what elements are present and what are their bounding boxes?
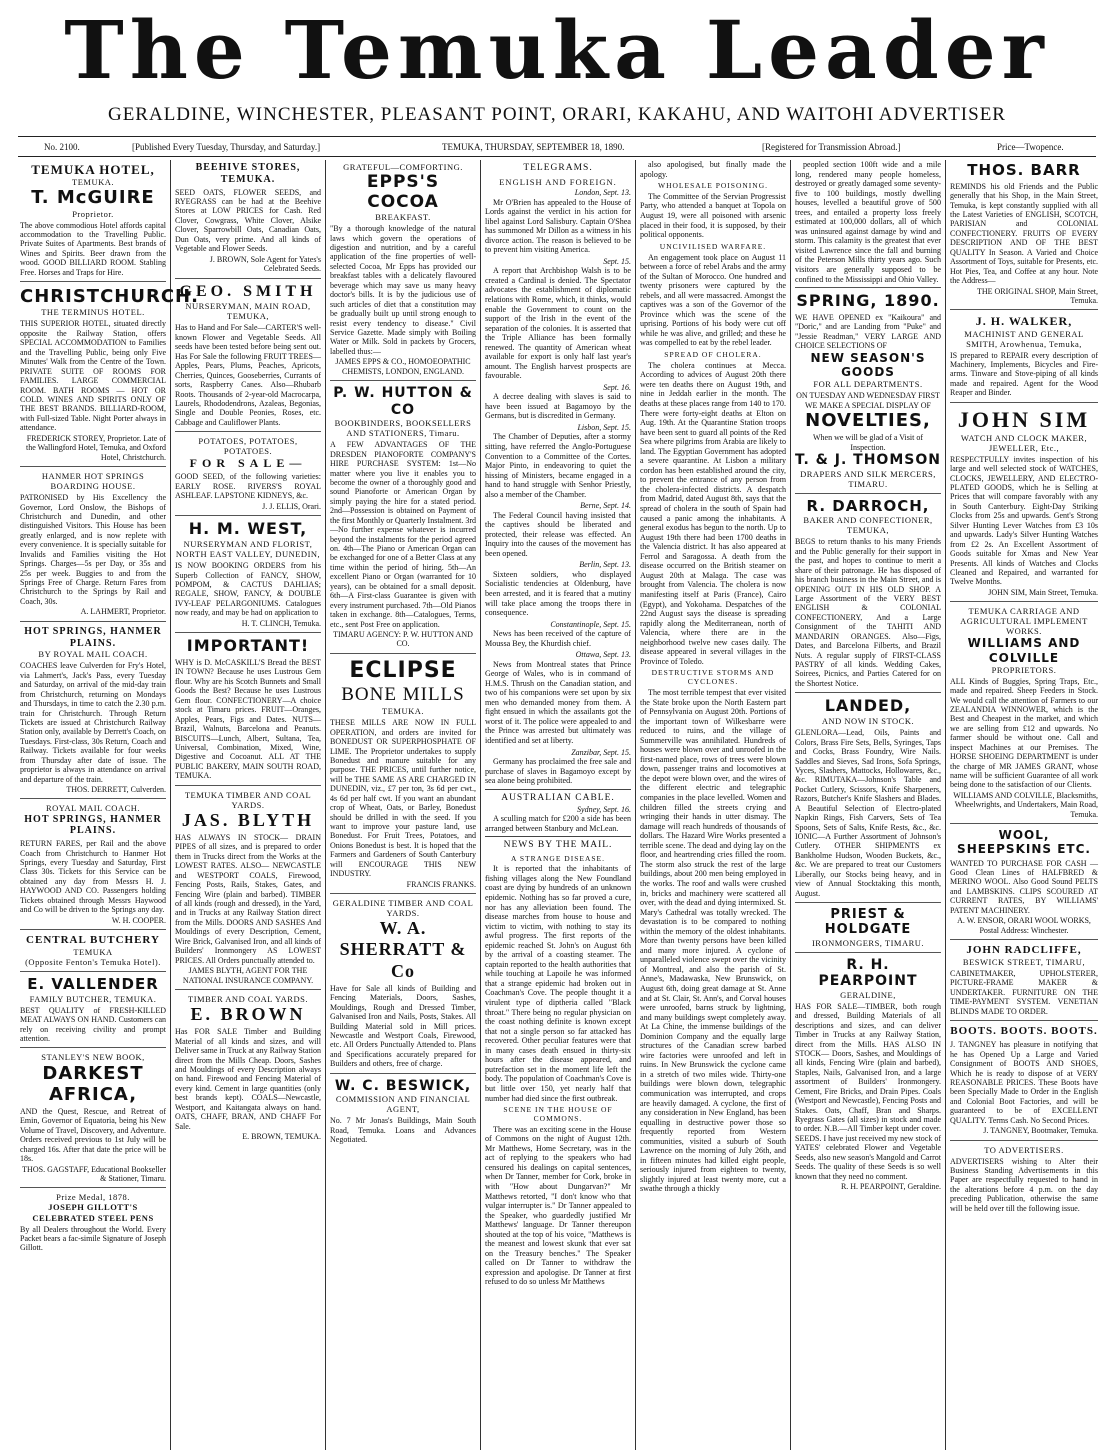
ad-signature: WILLIAMS AND COLVILLE, Blacksmiths, Wheelwrights, and Undertakers, Main Road, Temuka. [953, 790, 1098, 819]
ad-subheading: FAMILY BUTCHER, TEMUKA. [29, 993, 157, 1004]
ad-heading: ECLIPSE [349, 657, 457, 683]
ad-hanmer-coach [20, 624, 166, 800]
ad-body: CABINETMAKER, UPHOLSTERER, PICTURE-FRAME MAKER & UNDERTAKER. FURNITURE ON THE TIME-PAYMENT SYSTEM. VENETIAN BLINDS MADE TO ORDER. [950, 969, 1098, 1016]
ad-subheading: BREAKFAST. [375, 212, 431, 223]
ad-body: GOOD SEED, of the following varieties: EARLY ROSE. RIVERS'S ROYAL ASHLEAF. LAPSTONE KIDNEYS, &c. [175, 472, 321, 501]
ad-heading: HOT SPRINGS, HANMER PLAINS. [24, 625, 162, 649]
news-paragraph: Sixteen soldiers, who displayed Socialistic tendencies at Oldenburg, have been arrested, and it is feared that a mutiny will take place among the troops there in consequence. [485, 569, 631, 618]
ad-heading: AFRICA, [48, 1083, 138, 1105]
ad-heading: R. H. PEARPOINT [818, 956, 918, 990]
ad-landed [795, 695, 941, 903]
ad-darroch [795, 496, 941, 694]
ad-signature: A. W. ENSOR, ORARI WOOL WORKS, Postal Address: Winchester. [957, 916, 1091, 935]
ad-heading: IMPORTANT! [186, 636, 310, 656]
ad-subheading: NURSERYMAN AND FLORIST, NORTH EAST VALLEY, DUNEDIN, [175, 539, 321, 560]
dateline-small: Lisbon, Sept. 15. [577, 423, 631, 433]
divider [485, 789, 631, 790]
ad-body: No. 7 Mr Jonas's Buildings, Main South Road, Temuka. Loans and Advances Negotiated. [330, 1116, 476, 1145]
ad-heading: JOSEPH GILLOTT'S CELEBRATED STEEL PENS [32, 1202, 154, 1223]
issue-number: No. 2100. [44, 142, 80, 152]
news-paragraph: It is reported that the inhabitants of fishing villages along the New Foundland coast are dying by hundreds of an unknown epidemic. Nothing has so far proved a cure, nor has any alleviation been found. The disease marches from house to house and victim to victim, with nothing to stay its awful progress. The first reports of the epidemic reached St. John's on August 6th by the arrival of a coasting steamer. The captain reported to the health authorities that while touching at Lapoile he was informed that a strange epidemic had broken out in Coachman's Cove. The people thought it a virulent type of diptheria called "Black throat." There being no regular physician on the coast nothing definite is known except that not a single person so far attacked has recovered. Other peculiar features were that in many cases death ensued in thirty-six hours after the disease appeared, and putrefaction set in the moment life left the body. The population of Coachman's Cove is but little over 150, yet nearly half that number had died since the first outbreak. [485, 864, 631, 1103]
column-rule [790, 160, 791, 1450]
ad-body: Has FOR SALE Timber and Building Material of all kinds and sizes, and will Deliver same in Truck at any Railway Station direct from the Mills Cheap. Doors, Sashes and Mouldings of every Description always on hand. Firewood and Fencing Material of every kind. Cement in large quantities (only best brands kept). COALS—Newcastle, Westport, and Kaitangata always on hand. OATS, CHAFF, BRAN, AND CHAFF For Sale. [175, 1027, 321, 1131]
dateline-small: Sept. 16. [603, 382, 631, 392]
ad-body: HAS ALWAYS IN STOCK— DRAIN PIPES of all sizes, and is prepared to order them in Trucks direct from the Works at the LOWEST RATES. ALSO— NEWCASTLE and WESTPORT COALS, Firewood, Fencing Posts, Rails, Stakes, Gates, and Fencing Wire (plain and barbed). TIMBER of all kinds (rough and dressed), in the Yard, and in Trucks at any Railway Station direct from the Mills. DOORS AND SASHES And Mouldings of every Description, Cement, Wire Brick, Galvanised Iron, and all kinds of Builders' Ironmongery AS LOWEST PRICES. All Orders punctually attended to. [175, 832, 321, 965]
section-subheading: ENGLISH AND FOREIGN. [499, 177, 617, 188]
ad-subheading: WATCH AND CLOCK MAKER, JEWELLER, Etc., [960, 432, 1088, 453]
news-paragraph: The cholera continues at Mecca. According to advices of August 20th there were ten deaths there on August 19th, and nine in Jeddah earlier in the month. The deaths at these places range from 140 to 170. There were forty-eight deaths at Elton on Aug. 19th. At the Quarantine Station troops have been sent to guard all points of the Red Sea where pilgrims from Arabia are likely to land. The Egyptian Government has adopted a severe quarantine. At Lisbon a military cordon has been established around the city, to prevent the entrance of any person from the cholera-infected districts. A despatch from Madrid, dated August 8th, says that the spread of cholera in the south of Spain had caused a panic among the inhabitants. A general exodus has begun to the north. Up to August 19th there had been 1700 deaths in the Valencia district. It has also appeared at Ferrol and Saragossa. A death from the disease occurred on the British steamer on August 20th at Malaga. The case was brought from Valencia. The cholera is now manifesting itself at Paris (France), Cairo (Egypt), and Yokohama. Despatches of the 22nd August says the disease is spreading rapidly along the Mediterranean, north of Valencia, where there are in the neighborhood twelve new cases daily. The disease appeared in several villages in the Province of Toledo. [640, 360, 786, 666]
ad-body: IS prepared to REPAIR every description of Machinery, Implements, Bicycles and Fire-arms. Tinware and Stove-piping of all kinds made and repaired. Agent for the Wood Reaper and Binder. [950, 350, 1098, 398]
ad-vallender [20, 974, 166, 1048]
ad-spring-thomson [795, 290, 941, 493]
ad-heading: SPRING, 1890. [796, 291, 940, 311]
ad-subheading: PROPRIETORS. [991, 664, 1057, 675]
dateline-small: Ottawa, Sept. 13. [575, 650, 631, 660]
ad-signature: H. T. CLINCH, Temuka. [241, 618, 321, 628]
ad-body: BEST QUALITY of FRESH-KILLED MEAT ALWAYS ON HAND. Customers can rely on receiving civility and prompt attention. [20, 1005, 166, 1044]
news-paragraph: An engagement took place on August 11 between a force of rebel Arabs and the army of the Sultan of Morocco. One hundred and twenty prisoners were captured by the rebels, and all were massacred. Amongst the captives was a son of the Governor of the Province which was the scene of the uprising. Portions of his body were cut off while he was alive, and grilled; and these he was compelled to eat by the rebel leader. [640, 252, 786, 348]
ad-subheading: TEMUKA [73, 947, 113, 957]
ad-pearpoint [795, 955, 941, 1196]
ad-eclipse-bone-mills [330, 656, 476, 894]
dateline-small: Sept. 15. [603, 256, 631, 266]
news-paragraph: The Committee of the Servian Progressist Party, who attended a banquet at Topola on August 19, were all poisoned with arsenic placed in their food, it is supposed, by their political opponents. [640, 191, 786, 240]
ad-geraldine-timber [330, 896, 476, 1074]
ad-thos-barr [950, 160, 1098, 310]
news-paragraph: peopled section 100ft wide and a mile long, rendered many people homeless, destroyed or greatly damaged some seventy-five to 100 buildings, mostly dwelling houses, levelled a beautiful grove of 500 trees, and entailed a property loss freely estimated at 100,000 dollars, all of which was uninsured against damage by wind and storm. This calamity is the greatest that ever visited Lawrence since the fall and burning of the Peterson Mills thirty years ago. Such visitors are generally supposed to be confined to the Mississippi and Ohio Valley. [795, 160, 941, 288]
ad-subheading: BAKER AND CONFECTIONER, TEMUKA, [803, 515, 933, 536]
ad-potatoes [175, 434, 321, 516]
ad-heading: GEO. SMITH [179, 282, 317, 300]
ad-subheading: IRONMONGERS, TIMARU. [811, 937, 925, 948]
ad-hm-west [175, 518, 321, 633]
ad-john-sim [950, 405, 1098, 603]
column-rule [635, 160, 636, 1450]
ad-heading: GERALDINE TIMBER AND COAL YARDS. [332, 898, 474, 919]
ad-heading: TEMUKA HOTEL, [31, 162, 155, 177]
ad-body: ON TUESDAY AND WEDNESDAY FIRST WE MAKE A SPECIAL DISPLAY OF [796, 391, 940, 410]
ad-body: ALL Kinds of Buggies, Spring Traps, Etc., made and repaired. Sheep Feeders in Stock. We would call the attention of Farmers to our ZEALANDIA WINNOWER, which is the Best and Cheapest in the market, and which we are selling from £12 and upwards. No farmer should be without one. Call and inspect Machines at our Premises. The HORSE SHOEING DEPARTMENT is under the charge of MR JAMES GRANT, whose name will be sufficient Guarantee of all work being done to the satisfaction of our Clients. [950, 676, 1098, 790]
section-subheading: UNCIVILISED WARFARE. [659, 241, 767, 251]
dateline [22, 142, 1092, 156]
ad-subheading: FOR SALE— [189, 456, 307, 471]
ad-heading: W. A. SHERRATT & Co [339, 918, 467, 981]
ad-subheading: AND NOW IN STOCK. [821, 716, 915, 727]
dateline-small: Berlin, Sept. 13. [579, 560, 631, 570]
ad-jas-blyth [175, 788, 321, 990]
ad-priest-holdgate [795, 905, 941, 953]
column-rule [325, 160, 326, 1450]
ad-beehive-stores [175, 160, 321, 279]
ad-signature: E. BROWN, TEMUKA. [242, 1132, 321, 1142]
ad-subheading: GERALDINE, [840, 989, 896, 1000]
ad-signature: JAMES BLYTH, AGENT FOR THE NATIONAL INSURANCE COMPANY. [182, 966, 314, 985]
divider [485, 836, 631, 837]
telegram-list [485, 188, 631, 785]
ad-john-radcliffe [950, 942, 1098, 1021]
dateline-small: Zanzibar, Sept. 15. [571, 747, 631, 757]
ad-subheading: Prize Medal, 1878. [56, 1192, 130, 1203]
ad-body: "By a thorough knowledge of the natural laws which govern the operations of digestion and nutrition, and by a careful application of the fine properties of well-selected Cocoa, Mr Epps has provided our breakfast tables with a delicately flavoured beverage which may save us many heavy doctor's bills. It is by the judicious use of such articles of diet that a constitution may be gradually built up until strong enough to resist every tendency to disease." Civil Service Gazette. Made simply with Boiling Water or Milk. Sold in packets by Grocers, labelled thus:— [330, 224, 476, 356]
ad-heading: CENTRAL BUTCHERY [26, 934, 160, 947]
column-5-news [640, 160, 786, 1450]
ad-epps-cocoa [330, 160, 476, 381]
ad-signature: W. H. COOPER. [111, 915, 166, 925]
ad-subheading: THE TERMINUS HOTEL. [41, 307, 145, 318]
column-rule [170, 160, 171, 1450]
ad-body: When we will be glad of a Visit of Inspection. [812, 433, 923, 452]
news-paragraph: There was an exciting scene in the House of Commons on the night of August 12th. Mr Matthews, Home Secretary, was in the act of replying to the speakers who had censured his dealings on capital sentences, when Dr Tanner, member for Cork, broke in with "How about Dungarvan?" Mr Matthews retorted, "I don't know who that vulgar interrupter is." Dr Tanner appealed to the Speaker, who guardedly justified Mr Matthews' language. Dr Tanner thereupon shouted at the top of his voice, "Matthews is the meanest and lowest skunk that ever sat on the Treasury benches." The Speaker called on Dr Tanner to withdraw the expression and apologise. Dr Tanner at first refused to do so unless Mr Matthews [485, 1124, 631, 1287]
ad-heading: T. & J. THOMSON [795, 452, 941, 469]
ad-heading: H. M. WEST, [188, 519, 308, 539]
ad-heading: BOOTS. BOOTS. BOOTS. [950, 1025, 1098, 1038]
section-subheading: SCENE IN THE HOUSE OF COMMONS. [503, 1105, 613, 1123]
news-paragraph: Germany has proclaimed the free sale and purchase of slaves in Bagamoyo except by sea alone being prohibited. [485, 756, 631, 786]
ad-e-brown [175, 992, 321, 1146]
ad-body: J. TANGNEY has pleasure in notifying that he has Opened Up a Large and Varied Consignment of BOOTS AND SHOES, Which he is ready to dispose of at VERY REASONABLE PRICES. These Boots have been Specially Made to Order in the English and Colonial Boot Factories, and will be guaranteed to be of EXCELLENT QUALITY. Terms Cash. No Second Prices. [950, 1040, 1098, 1125]
ad-body: RETURN FARES, per Rail and the above Coach from Christchurch to Hanmer Hot Springs, every Tuesday and Saturday, First Class 30s. Tickets for this Service can be obtained any day from Messrs H. J. HAYWOOD AND CO. Passengers holding Tickets obtained through Messrs Haywood and Co will be driven to the Springs any day. [20, 839, 166, 915]
ad-subheading: BOOKBINDERS, BOOKSELLERS AND STATIONERS, Timaru. [334, 418, 472, 439]
ad-body: SEED OATS, FLOWER SEEDS, and RYEGRASS can be had at the Beehive Stores at LOW PRICES for Cash. Red Clover, Cowgrass, White Clover, Alsike Clover, Sparrowbill Oats, Canadian Oats, Dun Oats, very prime. And all kinds of Vegetable and Flower Seeds. [175, 187, 321, 254]
ad-heading: PRIEST & HOLDGATE [824, 907, 912, 938]
section-subheading: WHOLESALE POISONING. [658, 181, 768, 191]
issue-date: TEMUKA, THURSDAY, SEPTEMBER 18, 1890. [442, 142, 625, 152]
ad-body: Has to Hand and For Sale—CARTER'S well-known Flower and Vegetable Seeds. All seeds have been tested before being sent out. Has For Sale the following FRUIT TREES— Apples, Pears, Plums, Peaches, Apricots, Cherries, Quinces, Gooseberries, Currants of sorts, Raspberry Canes. Also—Rhubarb Roots. Thousands of 2-year-old Macrocarpa, Laurels, Rhododendrons, Azaleas, Begonias, Single and Double Peonies, Roses, etc. Cabbage and Cauliflower Plants. [175, 323, 321, 427]
news-paragraph: Mr O'Brien has appealed to the House of Lords against the verdict in his action for libel against Lord Salisbury. Captain O'Shea has summoned Mr Dillon as a witness in his divorce action. The reason is believed to be to prevent him visiting America. [485, 197, 631, 255]
ad-central-butchery [20, 932, 166, 972]
ad-subheading: TIMBER AND COAL YARDS. [188, 993, 308, 1004]
ad-heading: JOHN RADCLIFFE, [966, 944, 1082, 957]
ad-heading: THOS. BARR [967, 161, 1081, 179]
publication-schedule: [Published Every Tuesday, Thursday, and Saturday.] [132, 142, 321, 152]
news-paragraph: The Chamber of Deputies, after a stormy sitting, have referred the Anglo-Portuguese Convention to a Committee of the Cortes. Major Pinto, in endeavoring to quiet the hissing of Ministers, became engaged in a hand to hand struggle with Senhor Priestly, also a member of the Chamber. [485, 432, 631, 499]
ad-signature: FRANCIS FRANKS. [406, 879, 476, 889]
ad-gillott-pens [20, 1190, 166, 1256]
ad-subheading: STANLEY'S NEW BOOK, [41, 1052, 145, 1063]
ad-body: WHY is D. McCASKILL'S Bread the BEST IN TOWN? Because he uses Lustrous Gem flour. Why are his Scotch Bunnets and Small Goods the Best? Because he uses Lustrous Gem flour. CONFECTIONERY—A choice stock at Timaru prices. FRUIT—Oranges, Apples, Pears, Figs and Dates. NUTS—Brazil, Walnuts, Barcelona and Peanuts. BISCUITS—Lunch, Albert, Sultana, Tea, Universal, Combination, Mixed, Wine, Digestive and Cocoanut. ALL AT THE PUBLIC BAKERY, MAIN SOUTH ROAD, TEMUKA. [175, 658, 321, 781]
ad-heading: BONE MILLS [341, 683, 465, 705]
ad-pw-hutton [330, 383, 476, 654]
ad-body: The above commodious Hotel affords capital accommodation to the Travelling Public. Private Suites of Apartments. Best brands of Wines and Spirits. Beer drawn from the wood. GOOD BILLIARD ROOM. Stabling Free. Horses and Traps for Hire. [20, 220, 166, 277]
ad-christchurch-hotel [20, 284, 199, 467]
ad-body: By all Dealers throughout the World. Every Packet bears a fac-simile Signature of Joseph Gillott. [20, 1224, 166, 1253]
ad-body: HAS FOR SALE—TIMBER, both rough and dressed, Building Materials of all descriptions and sizes, and can deliver Timber in Trucks at any Railway Station, direct from the Mills. HAS ALSO IN STOCK— Doors, Sashes, and Mouldings of all kinds, Fencing Wire (plain and barbed), Staples, Nails, Galvanised Iron, and a large assortment of Builders' Ironmongery. Cement, Fire Bricks, and Drain Pipes. Coals (Westport and Newcastle), Fencing Posts and Stakes. Oats, Chaff, Bran and Sharps. Ryegrass Gates (all sizes) in stock and made to order. N.B.—All Timber kept under cover. SEEDS. I have just received my new stock of YATES' celebrated Flower and Vegetable Seeds, also new season's Mangold and Carrot Seeds. The quality of these Seeds is so well known that they need no comment. [795, 1001, 941, 1181]
ad-heading: JOHN SIM [957, 406, 1091, 432]
section-heading: TELEGRAMS. [523, 163, 593, 173]
ad-williams-colville [950, 604, 1098, 824]
ad-subheading: HOT SPRINGS, HANMER PLAINS. [24, 813, 162, 837]
column-6 [795, 160, 941, 1450]
section-heading: AUSTRALIAN CABLE. [501, 792, 615, 803]
ad-geo-smith [175, 281, 321, 433]
ad-heading: NOVELTIES, [805, 409, 931, 431]
ad-body: Have for Sale all kinds of Building and Fencing Materials, Doors, Sashes, Mouldings, Rough and Dressed Timber, Galvanised Iron and Nails, Posts, Stakes. All Building Material sold in Mill prices. Newcastle and Westport Coals, Firewood, etc. All Orders Punctually Attended to. Plans and Specifications accurately prepared for Builders and others, free of charge. [330, 983, 476, 1069]
ad-heading: CHRISTCHURCH. [20, 286, 199, 308]
section-heading: NEWS BY THE MAIL. [503, 840, 613, 851]
columns [18, 160, 1100, 1450]
ad-subheading: TEMUKA CARRIAGE AND AGRICULTURAL IMPLEMENT WORKS. [960, 606, 1088, 637]
ad-subheading: FOR ALL DEPARTMENTS. [813, 379, 923, 390]
dateline-small: Berne, Sept. 14. [580, 501, 631, 511]
news-paragraph: News has been received of the capture of Moussa Bey, the Khurdish chief. [485, 629, 631, 648]
section-subheading: DESTRUCTIVE STORMS AND CYCLONES. [651, 668, 775, 687]
ad-boots-tangney [950, 1023, 1098, 1140]
ad-hanmer-boarding [20, 469, 166, 622]
ad-heading: BEEHIVE STORES, TEMUKA. [195, 162, 301, 185]
ad-signature: THOS. GAGSTAFF, Educational Bookseller & Stationer, Timaru. [22, 1164, 166, 1184]
ad-signature: J. TANGNEY, Bootmaker, Temuka. [983, 1126, 1098, 1136]
ad-darkest-africa [20, 1050, 166, 1188]
ad-signature: FREDERICK STOREY, Proprietor. Late of the Wallingford Hotel, Temuka, and Oxford Hotel, Christchurch. [25, 433, 166, 462]
ad-wool-sheepskins [950, 826, 1098, 940]
newspaper-subtitle: GERALDINE, WINCHESTER, PLEASANT POINT, ORARI, KAKAHU, AND WAITOHI ADVERTISER [107, 104, 1006, 125]
ad-subheading: MACHINIST AND GENERAL SMITH, Arowhenua, Temuka, [964, 328, 1084, 349]
ad-temuka-hotel [20, 160, 166, 282]
ad-subheading: TEMUKA. [72, 177, 114, 188]
news-paragraph: A decree dealing with slaves is said to have been issued at Bagamoyo by the Germans, but is discredited in Germany. [485, 392, 631, 421]
ad-body: RESPECTFULLY invites inspection of his large and well selected stock of WATCHES, CLOCKS, JEWELLERY, AND ELECTRO-PLATED GOODS, which he is Selling at Prices that will compare favorably with any in South Canterbury. Eight-Day Striking Clocks from 25s and upwards. Gent's Strong Silver Hunting Lever Watches from £3 10s and upwards. Lady's Silver Hunting Watches from £2 2s. An Excellent Assortment of Goods suitable for Xmas and New Year Presents. All kinds of Watches and Clocks Cleaned and Repaired, and warranted for Twelve Months. [950, 454, 1098, 587]
ad-heading: DARKEST [42, 1062, 144, 1084]
ad-heading: WOOL, SHEEPSKINS ETC. [957, 828, 1091, 857]
ad-body: AND the Quest, Rescue, and Retreat of Emin, Governor of Equatoria, being his New Volume of Travel, Discovery, and Adventure. Orders received previous to 1st July will be charged 16s. After that date the price will be 18s. [20, 1106, 166, 1164]
ad-heading: E. BROWN [190, 1004, 306, 1024]
ad-beswick [330, 1076, 476, 1149]
column-7 [950, 160, 1098, 1450]
ad-signature: THE ORIGINAL SHOP, Main Street, Temuka. [976, 286, 1098, 305]
ad-signature: THOS. DERRETT, Culverden. [66, 785, 166, 795]
ad-heading: WILLIAMS AND COLVILLE [967, 636, 1081, 665]
ad-subheading: GRATEFUL—COMFORTING. [343, 162, 463, 172]
column-2 [175, 160, 321, 1450]
ad-heading: P. W. HUTTON & CO [333, 385, 473, 418]
proprietor-name: T. McGUIRE [31, 187, 155, 209]
column-3 [330, 160, 476, 1450]
registration-note: [Registered for Transmission Abroad.] [762, 142, 901, 152]
ad-body: REMINDS his old Friends and the Public generally that his Shop, in the Main Street, Temuka, is kept constantly supplied with all the Latest Varieties of ENGLISH, SCOTCH, PARISIAN and COLONIAL CONFECTIONERY. FRUITS OF EVERY DESCRIPTION AND OF THE BEST QUALITY In Season. A Varied and Choice Assortment of Toys, suitable for Presents, etc. Hot Pies, Tea, and Coffee at any hour. Note the Address— [950, 181, 1098, 286]
ad-signature: JAMES EPPS & CO., HOMOEOPATHIC CHEMISTS, LONDON, ENGLAND. [335, 357, 471, 376]
ad-heading: ROYAL MAIL COACH. [45, 803, 141, 814]
ad-heading: R. DARROCH, [806, 496, 930, 515]
dateline-small: Sydney, Sept. 16. [577, 804, 631, 814]
ad-subheading: BY ROYAL MAIL COACH. [38, 649, 148, 660]
dateline-small: Constantinople, Sept. 15. [550, 619, 631, 629]
news-paragraph: News from Montreal states that Prince George of Wales, who is in command of H.M.S. Thrush on the Canadian station, and two of his companions were set upon by six men who demanded money from them. A fight ensued in which the assailants got the worst of it. The police were appealed to and the Prince was arrested but ultimately was identified and set at liberty. [485, 659, 631, 745]
ad-subheading: (Opposite Fenton's Temuka Hotel). [25, 957, 161, 968]
ad-subheading: BESWICK STREET, TIMARU, [962, 957, 1086, 968]
column-rule [945, 160, 946, 1450]
ad-body: A FEW ADVANTAGES OF THE DRESDEN PIANOFORTE COMPANY'S HIRE PURCHASE SYSTEM: 1st—No matter where you live it enables you to become the owner of a thoroughly good and sound Pianoforte or American Organ by simply paying the hire for a stated period. 2nd—Possession is obtained on Payment of the first Monthly or Quarterly Instalment. 3rd—No further expense whatever is incurred beyond the instalments for the period agreed on. 4th—The Piano or American Organ can be exchanged for one of a Better Class at any time within the period of hiring. 5th—An excellent Piano or Organ (warranted for 10 years), can be obtained for a small deposit. 6th—A First-class Guarantee is given with every instrument purchased. 7th—Old Pianos taken in exchange. 8th—Catalogues, Terms, etc., sent Post Free on application. [330, 440, 476, 629]
news-paragraph: A sculling match for £200 a side has been arranged between Stanbury and McLean. [485, 814, 631, 833]
ad-heading: HANMER HOT SPRINGS BOARDING HOUSE. [41, 471, 145, 492]
newspaper-title: The Temuka Leader [64, 3, 1050, 97]
section-subheading: SPREAD OF CHOLERA. [664, 349, 762, 359]
ad-signature: J. BROWN, Sole Agent for Yates's Celebrated Seeds. [209, 254, 321, 274]
ad-heading: W. C. BESWICK, [334, 1077, 472, 1094]
news-paragraph: A report that Archbishop Walsh is to be created a Cardinal is denied. The Spectator advocates the establishment of diplomatic relations with Rome, which, it thinks, would enable the Government to count on the support of the Irish in the event of the separation of the colonies. It is asserted that the Triple Alliance has been formally renewed. The quantity of American wheat available for export is only half last year's amount. The English harvest prospects are favourable. [485, 266, 631, 381]
ad-body: IS NOW BOOKING ORDERS from his Superb Collection of FANCY, SHOW, POMPOM, & CACTUS DAHLIAS; REGALE, SHOW, FANCY, & DOUBLE IVY-LEAF PELARGONIUMS. Catalogues now ready, and may be had on application to [175, 561, 321, 618]
ad-signature: J. J. ELLIS, Orari. [262, 501, 321, 511]
ad-heading: TO ADVERTISERS. [984, 1144, 1064, 1155]
ad-to-advertisers [950, 1143, 1098, 1218]
ad-heading: E. VALLENDER [27, 975, 159, 994]
ad-body: ADVERTISERS wishing to Alter their Business Standing Advertisements in this Paper are respectfully requested to hand in the alterations before 4 p.m. on the day preceding Publication, otherwise the same will be held over till the following issue. [950, 1156, 1098, 1213]
ad-body: COACHES leave Culverden for Fry's Hotel, via Lahmert's, Jack's Pass, every Tuesday and Saturday, on arrival of the mid-day train from Christchurch, returning on Mondays and Thursdays, in time to catch the 2.30 p.m. train for Christchurch. Through Return Tickets are issued at Christchurch Railway Station only, available by Derrett's Coach, on Tuesdays. First-class, 30s Return, Coach and Railway. Tickets available for four weeks from Thursday after date of issue. The proprietor is always in attendance on arrival and departure of the train. [20, 661, 166, 784]
ad-signature: DRAPERS AND SILK MERCERS, TIMARU. [800, 468, 936, 489]
news-paragraph: The most terrible tempest that ever visited the State broke upon the North Eastern part of Pennsylvania on August 20th. Portions of the important town of Wilkesbarre were reduced to ruins, and the village of Summerville was annihilated. Hundreds of houses were blown over and unroofed in the first-named place, rows of trees were blown down, passenger trains and locomotives at the depot were blown over, and the wires of the different electric and telegraphic companies in the place levelled. Women and children filled the streets crying and wringing their hands in utter dismay. The damage will reach hundreds of thousands of dollars. The Hazard Wire Works presented a terrible scene. The dead and dying lay on the floor, and heartrending cries filled the room. The storm also struck the rest of the large buildings, about 200 men being employed in the works. The roof and walls were crushed in, bricks and machinery were scattered all over, with the dead and dying intermixed. St. Mary's Cathedral was totally wrecked. The devastation is to be compared to nothing within the memory of the oldest inhabitants. More than twenty persons have been killed and many more injured. A cyclone of unparalleled violence swept over the vicinity of Montreal, and also the parish of St. Anne's, Madawaska, New Brunswick, on August 6th, doing great damage at St. Anne and at St. Clair, St. Ann's, and Corval houses were unroofed, barns struck by lightning, and many buildings swept completely away. At La Chine, the immense buildings of the Dominion Company and the equally large structures of the Canadian screw barbed wire factories were unroofed and left in ruins. In New Brunswick the cyclone came in a stretch of two miles wide. Thirty-one buildings were blown down, telegraphic communication was interrupted, and crops are heavily damaged. A cyclone, the first of any consideration in New England, has been equalling in destructive power those so frequently reported from Western communities, visited a suburb of South Lawrence on the morning of July 26th, and in fifteen minutes had killed eight people, seriously injured from eighteen to twenty, slightly injured at least twenty more, cut a swathe through a thickly [640, 688, 786, 1194]
news-paragraph: also apologised, but finally made the apology. [640, 160, 786, 179]
ad-signature: TIMARU AGENCY: P. W. HUTTON AND CO. [333, 629, 473, 649]
masthead-rule-bottom [18, 156, 1096, 157]
masthead-rule-top [18, 136, 1096, 137]
ad-heading: EPPS'S COCOA [366, 172, 440, 213]
ad-heading: J. H. WALKER, [975, 314, 1073, 329]
ad-important-bakery [175, 635, 321, 786]
price: Price—Twopence. [997, 142, 1064, 152]
dateline-small: London, Sept. 13. [574, 188, 631, 198]
column-rule [480, 160, 481, 1450]
section-subheading: A STRANGE DISEASE. [510, 853, 606, 863]
ad-signature: JOHN SIM, Main Street, Temuka. [988, 587, 1098, 597]
ad-body: PATRONISED by His Excellency the Governor, Lord Onslow, the Bishops of Christchurch and Dunedin, and other distinguished Visitors. This House has been greatly enlarged, and is now replete with every convenience. It is specially suitable for Invalids and Families visiting the Hot Springs. Charges—5s per Day, or 35s and 25s per week. Buggies to and from the Springs Free of Charge. Return Fares from Christchurch to the Springs by Rail and Coach, 30s. [20, 493, 166, 606]
column-1 [20, 160, 199, 1450]
ad-heading: JAS. BLYTH [181, 809, 315, 830]
ad-subheading: TEMUKA. [382, 706, 424, 717]
ad-jh-walker [950, 312, 1098, 402]
ad-body: WE HAVE OPENED ex "Kaikoura" and "Doric," and are Landing from "Puke" and "Jessie Readman," VERY LARGE AND CHOICE SELECTIONS OF [795, 312, 941, 351]
ad-royal-mail [20, 801, 166, 930]
ad-body: BEGS to return thanks to his many Friends and the Public generally for their support in the past, and hopes to continue to merit a share of their patronage. He has disposed of his branch business in the Main Street, and is OPENING OUT IN HIS OLD SHOP. A Large Assortment of the VERY BEST ENGLISH & COLONIAL CONFECTIONERY, And a Large Consignment of the TAHITI AND MANDARIN ORANGES. Also—Figs, Dates, and Barcelona Filberts, and Brazil Nuts. A regular supply of FIRST-CLASS PASTRY of all kinds. Wedding Cakes, Soirees, Picnics, and Parties Catered for on the Shortest Notice. [795, 537, 941, 688]
ad-signature: A. LAHMERT, Proprietor. [80, 607, 166, 617]
ad-subheading: NURSERYMAN, MAIN ROAD, TEMUKA, [185, 301, 311, 322]
ad-heading: POTATOES, POTATOES, POTATOES. [198, 436, 298, 457]
column-4-telegrams [485, 160, 631, 1450]
masthead [0, 0, 1114, 150]
ad-subheading: TEMUKA TIMBER AND COAL YARDS. [184, 789, 312, 810]
ad-body: GLENLORA—Lead, Oils, Paints and Colors, Brass Fire Sets, Bells, Syringes, Taps and Cocks, Brass Foundry, Wire Nails. Saddles and Sieves, Sad Irons, Sofa Springs, Vyces, Slashers, Mattocks, Hollowares, &c., &c. RIMUTAKA—Johnson's Table and Pocket Cutlery, Scissors, Knife Sharpeners, Razors, Butcher's Knife Slashers and Blades. A Beautiful Selection of Electro-plated Napkin Rings, Fish Carvers, Sets of Tea Spoons, Sets of Salts, Knife Rests, &c., &c. IONIC—A Further Assortment of Johnson's Cutlery. OTHER SHIPMENTS ex Bankholme Hudson, Wooden Buckets, &c., &c. We are prepared to treat our Customers Liberally, our Stocks being heavy, and in view of Annual Stocktaking this month, August. [795, 728, 941, 898]
ad-heading: LANDED, [824, 696, 912, 716]
ad-signature: R. H. PEARPOINT, Geraldine. [840, 1182, 941, 1192]
ad-subheading: COMMISSION AND FINANCIAL AGENT, [335, 1094, 471, 1115]
ad-subheading: Proprietor. [72, 208, 114, 219]
ad-heading: NEW SEASON'S GOODS [810, 350, 926, 379]
ad-body: THIS SUPERIOR HOTEL, situated directly opposite the Railway Station, offers SPECIAL ACCOMMODATION to Families and the Travelling Public, being only Five Minutes' Walk from the Centre of the Town. PRIVATE SUITE OF ROOMS FOR FAMILIES. LARGE COMMERCIAL ROOM. BATH ROOMS — HOT OR COLD. WINES AND SPIRITS ONLY OF THE BEST BRANDS. BILLIARD-ROOM, with Full-sized Table. Night Porter always in attendance. [20, 319, 166, 433]
news-paragraph: The Federal Council having insisted that the captives should be liberated and protected, their release was effected. An Inquiry into the causes of the movement has been opened. [485, 510, 631, 558]
ad-body: THESE MILLS ARE NOW IN FULL OPERATION, and orders are invited for BONEDUST OR SUPERPHOSPHATE OF LIME. The Proprietor undertakes to supply Bonedust and manure suitable for any purpose. THE PRICES, until further notice, will be THE SAME AS ARE CHARGED IN DUNEDIN, viz., £7 per ton, 3s 6d per cwt., 4s 6d per half cwt. If you want an abundant crop of Wheat, Oats, or Barley, Bonedust should be drilled in with the seed. If you want to improve your pasture land, use Bonedust. For Fruit Trees, Potatoes, and Onions Bonedust is best. It is hoped that the Farmers and Gardeners of South Canterbury will ENCOURAGE THIS NEW INDUSTRY. [330, 718, 476, 879]
ad-body: WANTED TO PURCHASE FOR CASH — Good Clean Lines of HALFBRED & MERINO WOOL. Also Good Sound PELTS and LAMBSKINS. CLIPS SCOURED AT CURRENT RATES, BY WILLIAMS' PATENT MACHINERY. [950, 858, 1098, 915]
